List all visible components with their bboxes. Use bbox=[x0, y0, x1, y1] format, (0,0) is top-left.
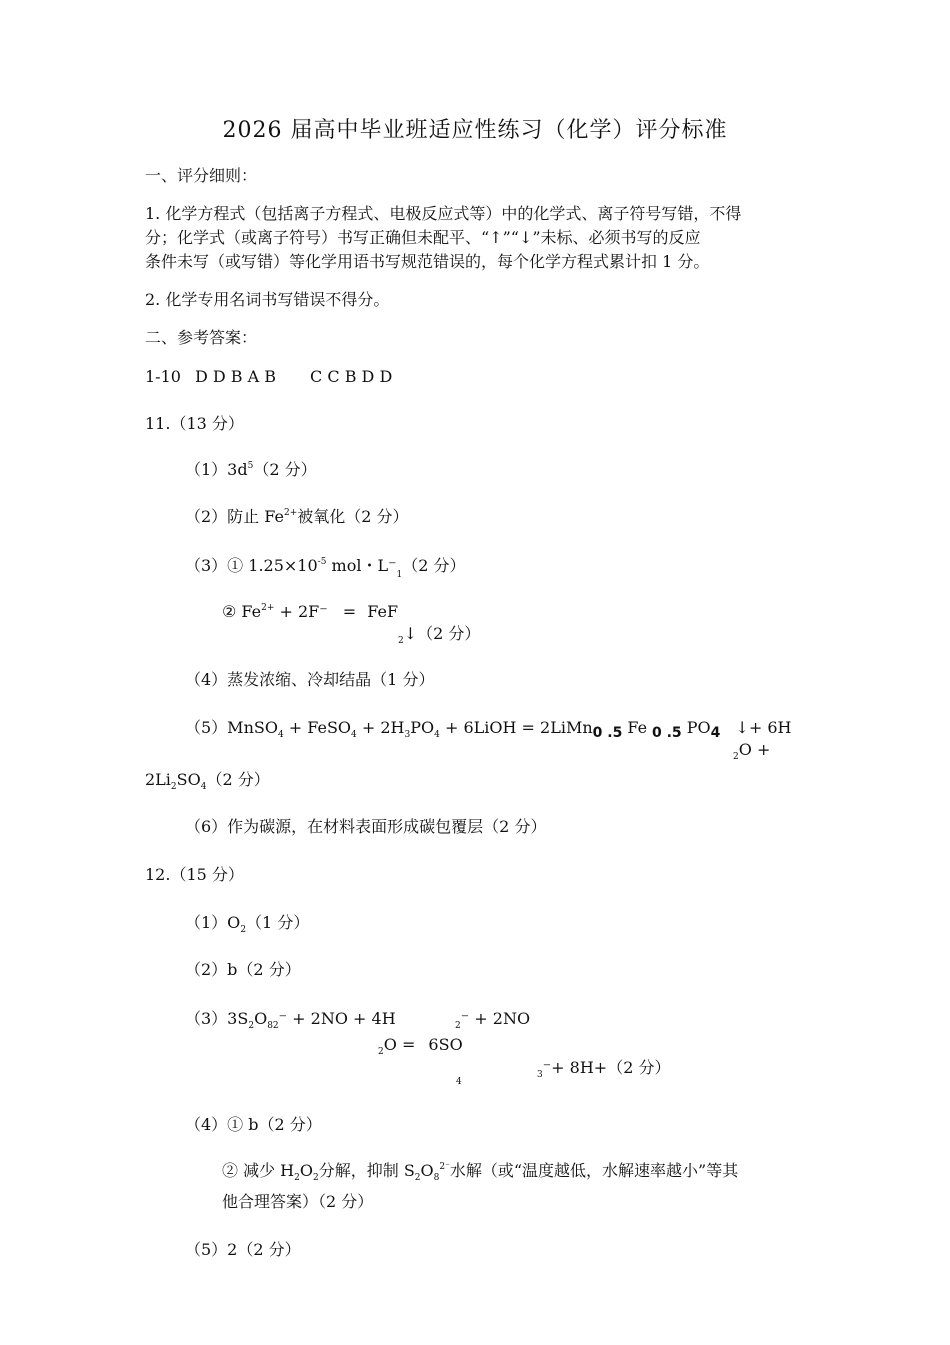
q12-part4c: 他合理答案）（2 分） bbox=[222, 1192, 374, 1211]
q11-p2-rest: 被氧化（2 分） bbox=[297, 507, 409, 526]
q12-p3b-eq: = bbox=[401, 1035, 416, 1054]
q11-header: 11.（13 分） bbox=[145, 414, 244, 433]
q12-p3b-tail: 6SO bbox=[423, 1035, 463, 1054]
q11-p3b-eq: = bbox=[342, 602, 357, 621]
q12-p4b-mid3: O bbox=[420, 1161, 434, 1180]
q12-p4b-sub: 2 bbox=[294, 1173, 300, 1183]
q11-part3b-line2 bbox=[398, 624, 480, 644]
q12-p4b-sub4: 8 bbox=[433, 1173, 440, 1183]
q11-p5-a: （5）MnSO bbox=[185, 718, 278, 737]
q12-part4b bbox=[222, 1161, 738, 1181]
q11-p5-g: 0 .5 bbox=[592, 725, 623, 741]
q11-p5-e: + 6LiOH bbox=[444, 718, 522, 737]
q12-p3b-post: O bbox=[383, 1035, 402, 1054]
q12-p3a-sub2: 82 bbox=[267, 1021, 279, 1031]
q11-p3a-unit: mol・L⁻ bbox=[326, 556, 397, 575]
q12-p4b-sup: 2⁻ bbox=[439, 1162, 450, 1172]
q12-part1 bbox=[185, 913, 309, 933]
q12-p3c-sub3: 3 bbox=[537, 1070, 543, 1080]
q12-part4a: （4）① b（2 分） bbox=[185, 1115, 322, 1134]
q11-part3a bbox=[185, 556, 466, 580]
mc-group2: C C B D D bbox=[310, 367, 393, 386]
q11-part5 bbox=[185, 718, 792, 743]
rule1-line1: 1. 化学方程式（包括离子方程式、电极反应式等）中的化学式、离子符号写错，不得 bbox=[145, 204, 742, 223]
q11-p5-d-sub: 4 bbox=[434, 730, 440, 740]
q12-p3a-mid: O bbox=[254, 1009, 268, 1028]
q12-p4b-post: 水解（或“温度越低，水解速率越小”等其 bbox=[449, 1161, 739, 1180]
q12-part2: （2）b（2 分） bbox=[185, 960, 301, 979]
q11-p5c-sub2: 4 bbox=[200, 782, 207, 792]
q12-part3b bbox=[378, 1035, 463, 1055]
q11-part3b bbox=[222, 602, 398, 622]
q11-p5b-sub: 2 bbox=[733, 752, 739, 762]
rule1-line3: 条件未写（或写错）等化学用语书写规范错误的，每个化学方程式累计扣 1 分。 bbox=[145, 252, 710, 271]
mc-group1: D D B A B bbox=[194, 367, 277, 386]
q11-p5c-mid: SO bbox=[176, 770, 201, 789]
q11-p1-sup: 5 bbox=[247, 461, 254, 471]
q11-p3a-sub: 1 bbox=[396, 570, 403, 580]
q11-p3a-text: （3）① 1.25×10 bbox=[185, 556, 318, 575]
q12-part5: （5）2（2 分） bbox=[185, 1240, 301, 1259]
q11-p5-i: 0 .5 bbox=[651, 725, 682, 741]
q11-p5-c: + 2H bbox=[361, 718, 405, 737]
section2-heading: 二、参考答案： bbox=[145, 328, 258, 347]
q12-p4b-pre: ② 减少 H bbox=[222, 1161, 295, 1180]
q12-p1-score: （1 分） bbox=[246, 913, 310, 932]
q11-part1 bbox=[185, 460, 317, 480]
rule1-line2: 分；化学式（或离子符号）书写正确但未配平、“↑”“↓”未标、必须书写的反应 bbox=[145, 228, 701, 247]
q12-p3a-post: ⁻ + 2NO + 4H bbox=[278, 1009, 396, 1028]
q12-p3a-r-sup: 2 bbox=[455, 1021, 461, 1031]
q11-p3a-score: （2 分） bbox=[402, 556, 466, 575]
q11-p3b-mid: + 2F⁻ bbox=[274, 602, 333, 621]
q11-p1-text: （1）3d bbox=[185, 460, 248, 479]
q12-p3a-sub: 2 bbox=[248, 1021, 255, 1031]
q11-p5c-score: （2 分） bbox=[206, 770, 270, 789]
q12-p3a-pre: （3）3S bbox=[185, 1009, 249, 1028]
q11-p5-d: PO bbox=[410, 718, 435, 737]
q11-p3a-sup: -5 bbox=[317, 557, 327, 567]
q11-p3b-sub: 2 bbox=[398, 636, 404, 646]
q12-p4b-mid2: 分解，抑制 S bbox=[318, 1161, 415, 1180]
section1-heading: 一、评分细则： bbox=[145, 166, 258, 185]
q11-p5-c-sub: 3 bbox=[404, 730, 411, 740]
q12-part3a-right bbox=[455, 1009, 530, 1029]
q11-p5-b-sub: 4 bbox=[351, 730, 357, 740]
q11-part5-line3 bbox=[145, 770, 270, 790]
q11-part6: （6）作为碳源，在材料表面形成碳包覆层（2 分） bbox=[185, 817, 547, 836]
rule2: 2. 化学专用名词书写错误不得分。 bbox=[145, 290, 390, 309]
q12-p4b-sub3: 2 bbox=[414, 1173, 421, 1183]
q11-p1-score: （2 分） bbox=[253, 460, 317, 479]
q11-p5-eq: = bbox=[521, 718, 535, 737]
mc-label: 1-10 bbox=[145, 367, 181, 386]
q12-p1-text: （1）O bbox=[185, 913, 241, 932]
q12-p4b-mid: O bbox=[299, 1161, 313, 1180]
q11-p3b-sup: 2+ bbox=[261, 603, 275, 613]
q12-header: 12.（15 分） bbox=[145, 865, 244, 884]
q11-p5-b: + FeSO bbox=[288, 718, 352, 737]
mc-answers bbox=[145, 367, 392, 387]
q11-p5-l: ↓+ 6H bbox=[730, 718, 792, 737]
q12-p4b-sub2: 2 bbox=[313, 1173, 319, 1183]
q11-p5-h: Fe bbox=[622, 718, 648, 737]
q11-p2-sup: 2+ bbox=[283, 508, 298, 518]
q11-p5c-pre: 2Li bbox=[145, 770, 171, 789]
q12-part3a bbox=[185, 1009, 396, 1029]
q11-p3b-score: ↓（2 分） bbox=[403, 624, 481, 643]
page-title: 2026 届高中毕业班适应性练习（化学）评分标准 bbox=[222, 118, 728, 143]
q12-part3c bbox=[537, 1058, 670, 1078]
q12-p1-sub: 2 bbox=[240, 925, 247, 935]
q12-p3c-sub4: 4 bbox=[456, 1077, 462, 1087]
q11-p3b-text: ② Fe bbox=[222, 602, 262, 621]
q11-p5b-post: O + bbox=[738, 740, 771, 759]
q11-part5-line2 bbox=[733, 740, 770, 760]
q11-p5c-sub: 2 bbox=[170, 782, 177, 792]
q11-p5-k: 4 bbox=[710, 725, 721, 741]
q11-p3b-product: FeF bbox=[362, 602, 399, 621]
q11-p5-a-sub: 4 bbox=[277, 730, 284, 740]
q12-p3b-sub: 2 bbox=[378, 1047, 384, 1057]
q12-p3c-post: ⁻+ 8H+（2 分） bbox=[542, 1058, 671, 1077]
q11-p5-j: PO bbox=[681, 718, 711, 737]
q11-part4: （4）蒸发浓缩、冷却结晶（1 分） bbox=[185, 670, 435, 689]
q11-part2 bbox=[185, 507, 409, 527]
q11-p2-text: （2）防止 Fe bbox=[185, 507, 284, 526]
q11-p5-f: 2LiMn bbox=[534, 718, 593, 737]
q12-p3a-r-post: ⁻ + 2NO bbox=[460, 1009, 531, 1028]
